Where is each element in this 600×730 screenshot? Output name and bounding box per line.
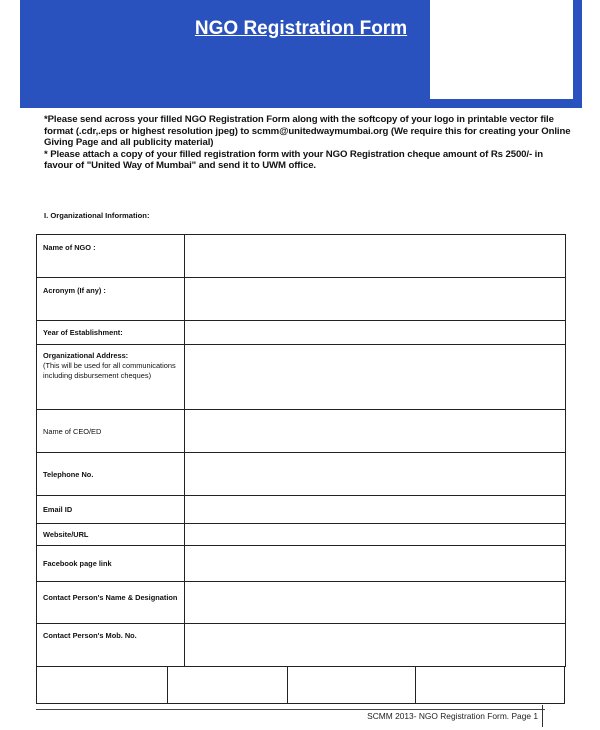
field-input-address[interactable] <box>185 345 566 410</box>
table-row <box>37 582 566 624</box>
field-label-acronym: Acronym (If any) : <box>37 278 185 321</box>
field-label-email: Email ID <box>37 496 185 524</box>
field-label-facebook: Facebook page link <box>37 546 185 582</box>
table-row <box>37 546 566 582</box>
field-label-address-text: Organizational Address: <box>43 351 129 360</box>
field-label-contact-mobile: Contact Person's Mob. No. <box>37 624 185 667</box>
blank-table <box>36 666 565 704</box>
page-footer: SCMM 2013- NGO Registration Form. Page 1 <box>367 711 538 721</box>
form-title: NGO Registration Form <box>194 18 408 39</box>
footer-divider <box>542 705 543 727</box>
field-input-contact-name[interactable] <box>185 582 566 624</box>
field-input-year[interactable] <box>185 321 566 345</box>
field-label-website: Website/URL <box>37 524 185 546</box>
instruction-1: *Please send across your filled NGO Registration Form along with the softcopy of your logo in printable vector file format (.cdr,.eps or highest resolution jpeg) to scmm@unitedwaymumbai.org (We require this for creating your Online Giving Page and all publicity material) <box>44 114 571 149</box>
organization-info-table <box>36 234 566 667</box>
field-input-contact-mobile[interactable] <box>185 624 566 667</box>
instruction-2: * Please attach a copy of your filled registration form with your NGO Registration cheque amount of Rs 2500/- in favour of "United Way of Mumbai" and send it to UWM office. <box>44 148 543 172</box>
field-label-ceo: Name of CEO/ED <box>37 410 185 453</box>
section-heading: I. Organizational Information: <box>44 211 150 220</box>
logo-placeholder <box>430 0 573 99</box>
blank-cell[interactable] <box>37 667 168 704</box>
field-input-email[interactable] <box>185 496 566 524</box>
field-label-telephone: Telephone No. <box>37 453 185 496</box>
table-row <box>37 453 566 496</box>
table-row <box>37 278 566 321</box>
header-band <box>20 0 582 108</box>
field-label-address <box>37 345 185 410</box>
table-row <box>37 345 566 410</box>
field-input-acronym[interactable] <box>185 278 566 321</box>
blank-cell[interactable] <box>416 667 565 704</box>
instructions <box>44 114 574 172</box>
field-label-ngo-name: Name of NGO : <box>37 235 185 278</box>
table-row <box>37 524 566 546</box>
table-row <box>37 321 566 345</box>
field-label-contact-name: Contact Person's Name & Designation <box>37 582 185 624</box>
field-label-address-note: (This will be used for all communications including disbursement cheques) <box>43 361 176 380</box>
blank-cell[interactable] <box>168 667 288 704</box>
field-input-ngo-name[interactable] <box>185 235 566 278</box>
field-input-website[interactable] <box>185 524 566 546</box>
field-input-telephone[interactable] <box>185 453 566 496</box>
footer-rule <box>36 709 545 710</box>
field-input-ceo[interactable] <box>185 410 566 453</box>
field-input-facebook[interactable] <box>185 546 566 582</box>
blank-cell[interactable] <box>288 667 416 704</box>
table-row <box>37 410 566 453</box>
table-row <box>37 667 565 704</box>
table-row <box>37 235 566 278</box>
table-row <box>37 624 566 667</box>
table-row <box>37 496 566 524</box>
field-label-year: Year of Establishment: <box>37 321 185 345</box>
